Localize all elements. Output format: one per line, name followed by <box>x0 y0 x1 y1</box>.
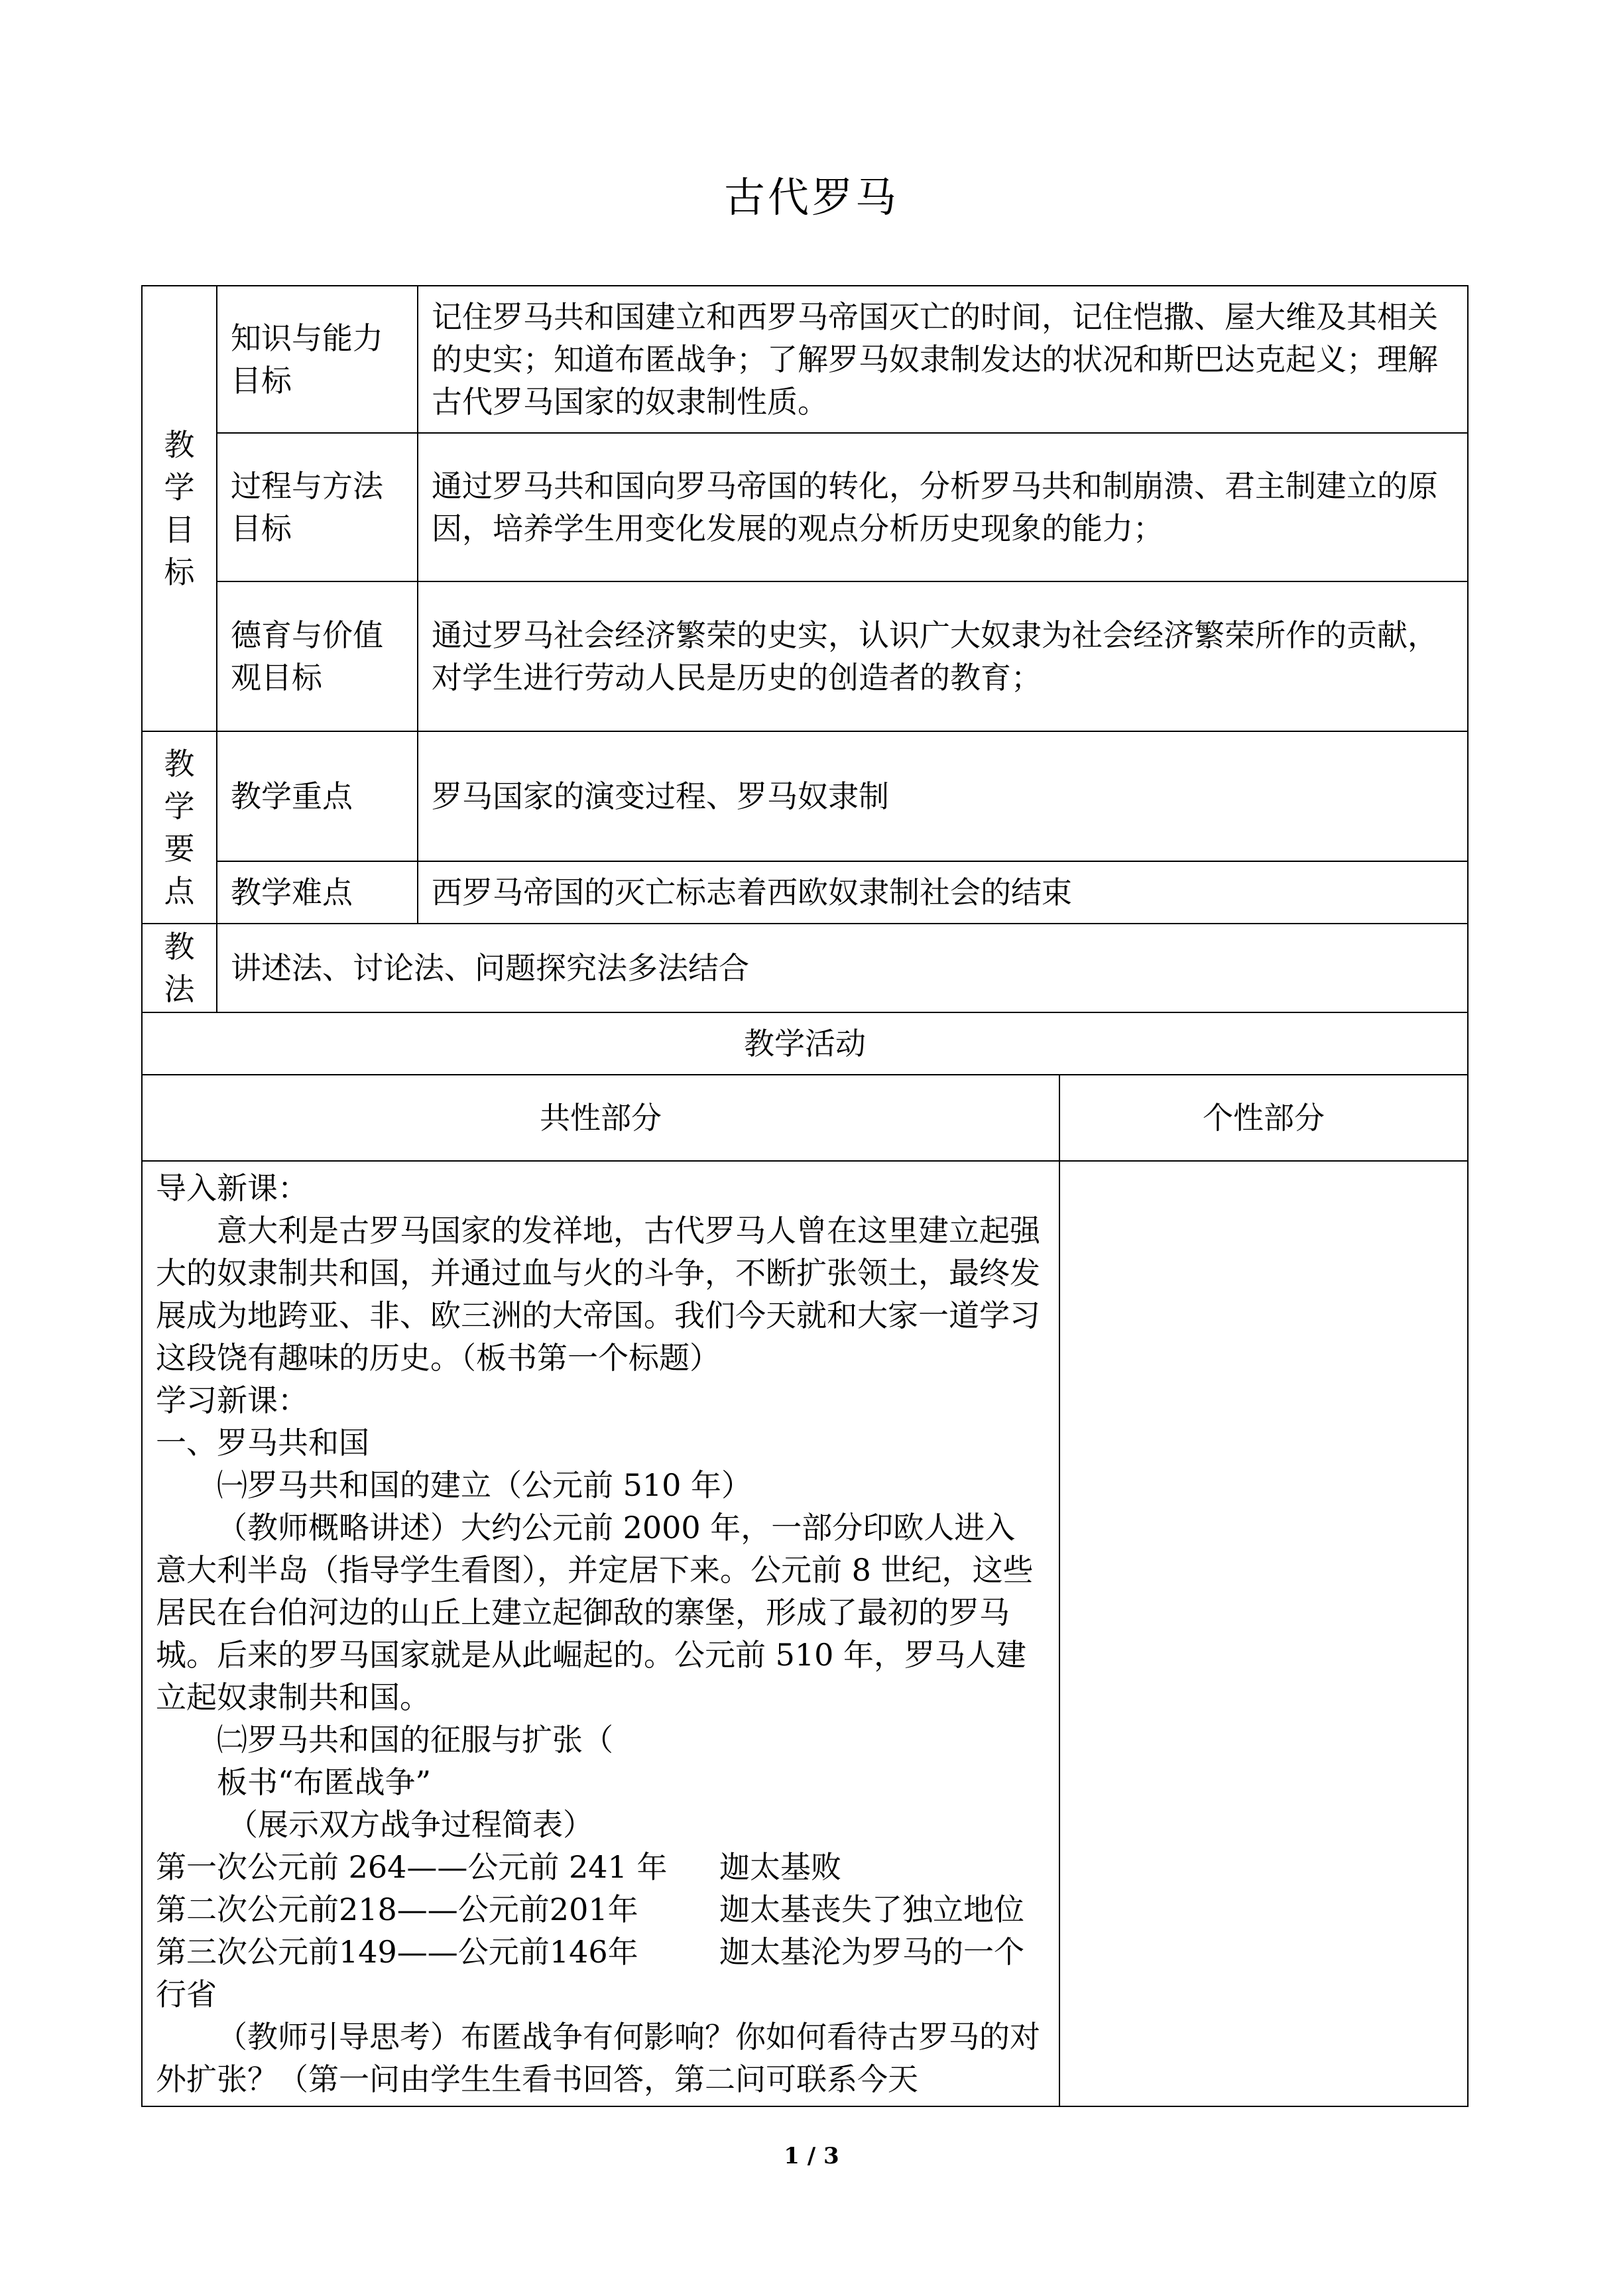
method-row <box>142 924 1468 1012</box>
activities-header-row <box>142 1012 1468 1075</box>
page-title: 古代罗马 <box>723 173 899 221</box>
war-row: 第三次公元前149——公元前146年 迦太基沦为罗马的一个 <box>156 1934 1024 1970</box>
objective-row-values <box>142 581 1468 731</box>
war-row: 第二次公元前218——公元前201年 迦太基丧失了独立地位 <box>156 1892 1024 1927</box>
objective-label: 德育与价值观目标 <box>217 581 418 731</box>
show-table-note: （展示双方战争过程简表） <box>227 1807 593 1843</box>
method-text: 讲述法、讨论法、问题探究法多法结合 <box>217 924 1468 1012</box>
objective-row-process <box>142 433 1468 581</box>
method-group-label: 教 法 <box>142 924 217 1012</box>
war-row-tail: 行省 <box>156 1976 217 2012</box>
common-part-content <box>142 1161 1059 2106</box>
objective-row-knowledge <box>142 286 1468 433</box>
individual-part-content <box>1059 1161 1468 2106</box>
guide-text: （教师引导思考）布匿战争有何影响？你如何看待古罗马的对外扩张？（第一问由学生生看书回答，第二问可联系今天 <box>156 2019 1040 2097</box>
objective-label: 过程与方法目标 <box>217 433 418 581</box>
subsection-text: （教师概略讲述）大约公元前 2000 年，一部分印欧人进入意大利半岛（指导学生看图），并定居下来。公元前 8 世纪，这些居民在台伯河边的山丘上建立起御敌的寨堡，形成了最初的罗马城。后来的罗马国家就是从此崛起的。公元前 510 年，罗马人建立起奴隶制共和国。 <box>156 1510 1034 1715</box>
objective-label: 知识与能力目标 <box>217 286 418 433</box>
key-point-label: 教学重点 <box>217 731 418 861</box>
activities-header: 教学活动 <box>142 1012 1468 1075</box>
war-row: 第一次公元前 264——公元前 241 年 迦太基败 <box>156 1849 841 1885</box>
intro-heading: 导入新课： <box>156 1170 308 1206</box>
subsection-heading: ㈠罗马共和国的建立（公元前 510 年） <box>217 1467 752 1503</box>
key-point-text: 罗马国家的演变过程、罗马奴隶制 <box>418 731 1468 861</box>
activities-columns-row <box>142 1075 1468 1161</box>
board-note: 板书“布匿战争” <box>217 1764 432 1800</box>
difficulty-label: 教学难点 <box>217 861 418 924</box>
new-lesson-heading: 学习新课： <box>156 1382 308 1418</box>
lesson-plan-table <box>141 285 1469 2107</box>
common-part-header: 共性部分 <box>142 1075 1059 1161</box>
objective-text: 通过罗马社会经济繁荣的史实，认识广大奴隶为社会经济繁荣所作的贡献，对学生进行劳动人民是历史的创造者的教育； <box>418 581 1468 731</box>
section-heading: 一、罗马共和国 <box>156 1425 369 1461</box>
intro-text: 意大利是古罗马国家的发祥地，古代罗马人曾在这里建立起强大的奴隶制共和国，并通过血与火的斗争，不断扩张领土，最终发展成为地跨亚、非、欧三洲的大帝国。我们今天就和大家一道学习这段饶有趣味的历史。（板书第一个标题） <box>156 1213 1040 1376</box>
subsection-heading: ㈡罗马共和国的征服与扩张（ <box>217 1722 613 1758</box>
key-point-row <box>142 731 1468 861</box>
key-points-group-label: 教 学 要 点 <box>142 731 217 924</box>
page-number: 1 / 3 <box>784 2143 839 2169</box>
objectives-group-label: 教 学 目 标 <box>142 286 217 731</box>
objective-text: 记住罗马共和国建立和西罗马帝国灭亡的时间，记住恺撒、屋大维及其相关的史实；知道布匿战争；了解罗马奴隶制发达的状况和斯巴达克起义；理解古代罗马国家的奴隶制性质。 <box>418 286 1468 433</box>
difficulty-row <box>142 861 1468 924</box>
difficulty-text: 西罗马帝国的灭亡标志着西欧奴隶制社会的结束 <box>418 861 1468 924</box>
activities-body-row <box>142 1161 1468 2106</box>
objective-text: 通过罗马共和国向罗马帝国的转化，分析罗马共和制崩溃、君主制建立的原因，培养学生用变化发展的观点分析历史现象的能力； <box>418 433 1468 581</box>
individual-part-header: 个性部分 <box>1059 1075 1468 1161</box>
